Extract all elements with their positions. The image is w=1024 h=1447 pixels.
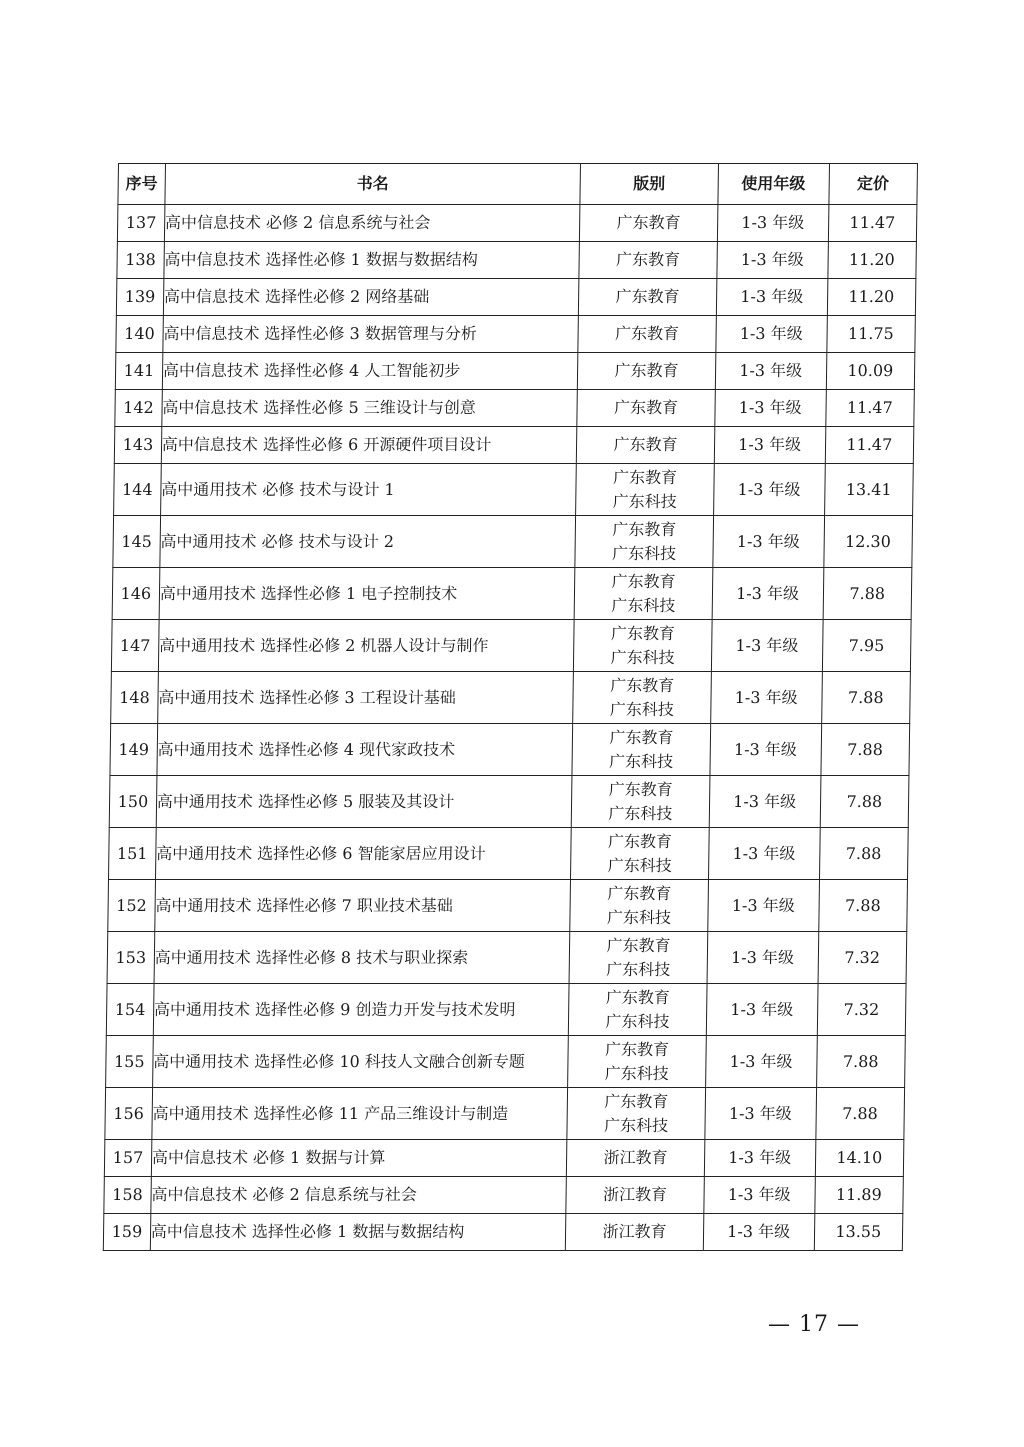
header-price: 定价 bbox=[828, 164, 917, 205]
publisher-cell bbox=[576, 464, 714, 516]
publisher-name: 广东科技 bbox=[607, 855, 672, 875]
serial-number-cell: 139 bbox=[116, 279, 163, 316]
book-title-cell: 高中信息技术 选择性必修 4 人工智能初步 bbox=[162, 353, 578, 390]
publisher-name: 广东教育 bbox=[614, 361, 679, 380]
publisher-name: 广东教育 bbox=[611, 571, 676, 591]
table-row bbox=[110, 724, 910, 776]
book-title-cell: 高中通用技术 选择性必修 9 创造力开发与技术发明 bbox=[153, 984, 569, 1036]
table-header-row bbox=[118, 164, 918, 205]
serial-number-cell: 145 bbox=[113, 516, 161, 568]
serial-number-cell: 151 bbox=[108, 828, 156, 880]
price-cell: 7.32 bbox=[818, 932, 907, 984]
publisher-name: 广东教育 bbox=[608, 779, 673, 799]
grade-cell: 1-3 年级 bbox=[705, 1036, 817, 1088]
book-title-cell: 高中信息技术 选择性必修 3 数据管理与分析 bbox=[163, 316, 579, 353]
publisher-name: 广东科技 bbox=[604, 1063, 669, 1083]
table-body bbox=[103, 205, 917, 1251]
publisher-name: 广东科技 bbox=[608, 803, 673, 823]
publisher-name: 广东教育 bbox=[612, 519, 677, 539]
publisher-cell bbox=[571, 828, 709, 880]
grade-cell: 1-3 年级 bbox=[708, 828, 820, 880]
table-row bbox=[108, 828, 908, 880]
price-cell: 7.88 bbox=[819, 828, 908, 880]
serial-number-cell: 143 bbox=[114, 427, 161, 464]
book-title-cell: 高中通用技术 选择性必修 11 产品三维设计与制造 bbox=[152, 1088, 568, 1140]
publisher-cell bbox=[569, 932, 707, 984]
serial-number-cell: 159 bbox=[103, 1214, 150, 1251]
grade-cell: 1-3 年级 bbox=[717, 242, 828, 279]
publisher-cell bbox=[579, 279, 717, 316]
table-row bbox=[114, 427, 914, 464]
serial-number-cell: 154 bbox=[106, 984, 154, 1036]
publisher-cell bbox=[566, 1214, 704, 1251]
table-row bbox=[115, 390, 915, 427]
serial-number-cell: 149 bbox=[110, 724, 158, 776]
price-cell: 11.20 bbox=[827, 279, 916, 316]
textbook-catalog-table bbox=[103, 163, 918, 1251]
serial-number-cell: 141 bbox=[115, 353, 162, 390]
publisher-name: 广东科技 bbox=[608, 751, 674, 771]
table-row bbox=[116, 279, 916, 316]
price-cell: 13.41 bbox=[824, 464, 913, 516]
price-cell: 7.88 bbox=[823, 568, 912, 620]
book-title-cell: 高中通用技术 选择性必修 5 服装及其设计 bbox=[156, 776, 572, 828]
publisher-name: 广东科技 bbox=[611, 543, 677, 563]
book-title-cell: 高中通用技术 选择性必修 2 机器人设计与制作 bbox=[158, 620, 574, 672]
price-cell: 7.88 bbox=[820, 724, 909, 776]
publisher-name: 广东教育 bbox=[616, 213, 681, 232]
publisher-name: 广东教育 bbox=[613, 435, 678, 454]
publisher-cell bbox=[574, 620, 712, 672]
header-book-title: 书名 bbox=[165, 164, 581, 205]
book-title-cell: 高中信息技术 选择性必修 2 网络基础 bbox=[163, 279, 579, 316]
grade-cell: 1-3 年级 bbox=[714, 427, 825, 464]
table-row bbox=[111, 620, 911, 672]
price-cell: 10.09 bbox=[826, 353, 915, 390]
table-row bbox=[117, 242, 917, 279]
price-cell: 7.88 bbox=[816, 1036, 905, 1088]
table-row bbox=[115, 353, 915, 390]
serial-number-cell: 148 bbox=[111, 672, 159, 724]
book-title-cell: 高中信息技术 选择性必修 1 数据与数据结构 bbox=[164, 242, 580, 279]
publisher-name: 广东教育 bbox=[614, 324, 680, 343]
table-row bbox=[114, 464, 914, 516]
publisher-cell bbox=[575, 516, 713, 568]
publisher-cell bbox=[580, 205, 718, 242]
publisher-cell bbox=[573, 672, 711, 724]
serial-number-cell: 152 bbox=[108, 880, 156, 932]
book-title-cell: 高中通用技术 选择性必修 10 科技人文融合创新专题 bbox=[152, 1036, 568, 1088]
publisher-name: 广东教育 bbox=[609, 727, 674, 747]
grade-cell: 1-3 年级 bbox=[707, 880, 819, 932]
publisher-name: 浙江教育 bbox=[603, 1148, 668, 1167]
publisher-cell bbox=[568, 1036, 706, 1088]
header-serial-number: 序号 bbox=[118, 164, 165, 205]
publisher-cell bbox=[567, 1088, 705, 1140]
publisher-name: 广东教育 bbox=[615, 287, 680, 306]
publisher-name: 广东科技 bbox=[606, 907, 672, 927]
publisher-name: 广东教育 bbox=[615, 250, 681, 269]
price-cell: 7.32 bbox=[817, 984, 906, 1036]
publisher-name: 广东科技 bbox=[611, 595, 676, 615]
publisher-name: 广东教育 bbox=[610, 623, 676, 643]
serial-number-cell: 156 bbox=[105, 1088, 153, 1140]
publisher-cell bbox=[567, 1140, 705, 1177]
book-title-cell: 高中信息技术 选择性必修 5 三维设计与创意 bbox=[162, 390, 578, 427]
publisher-name: 广东科技 bbox=[609, 699, 674, 719]
price-cell: 13.55 bbox=[814, 1214, 903, 1251]
serial-number-cell: 158 bbox=[104, 1177, 151, 1214]
publisher-cell bbox=[566, 1177, 704, 1214]
serial-number-cell: 142 bbox=[115, 390, 162, 427]
grade-cell: 1-3 年级 bbox=[716, 316, 827, 353]
price-cell: 11.20 bbox=[827, 242, 916, 279]
table-row bbox=[105, 1088, 905, 1140]
page-number: — 17 — bbox=[768, 1312, 860, 1337]
book-title-cell: 高中通用技术 选择性必修 7 职业技术基础 bbox=[155, 880, 571, 932]
publisher-cell bbox=[579, 242, 717, 279]
book-title-cell: 高中通用技术 必修 技术与设计 1 bbox=[160, 464, 576, 516]
price-cell: 11.47 bbox=[825, 390, 914, 427]
serial-number-cell: 155 bbox=[106, 1036, 154, 1088]
serial-number-cell: 144 bbox=[114, 464, 162, 516]
publisher-cell bbox=[578, 316, 716, 353]
price-cell: 11.47 bbox=[825, 427, 914, 464]
publisher-cell bbox=[570, 880, 708, 932]
grade-cell: 1-3 年级 bbox=[707, 932, 819, 984]
serial-number-cell: 140 bbox=[116, 316, 163, 353]
table-row bbox=[104, 1177, 904, 1214]
price-cell: 11.47 bbox=[828, 205, 917, 242]
book-title-cell: 高中通用技术 选择性必修 3 工程设计基础 bbox=[157, 672, 573, 724]
publisher-name: 广东教育 bbox=[604, 1091, 669, 1111]
publisher-name: 广东科技 bbox=[603, 1115, 669, 1135]
publisher-name: 广东科技 bbox=[612, 491, 677, 511]
grade-cell: 1-3 年级 bbox=[709, 776, 821, 828]
publisher-name: 广东科技 bbox=[605, 1011, 670, 1031]
publisher-name: 广东科技 bbox=[606, 959, 671, 979]
grade-cell: 1-3 年级 bbox=[715, 390, 826, 427]
table-row bbox=[107, 932, 907, 984]
header-grade: 使用年级 bbox=[718, 164, 829, 205]
publisher-name: 广东教育 bbox=[607, 831, 673, 851]
serial-number-cell: 147 bbox=[111, 620, 159, 672]
book-title-cell: 高中通用技术 选择性必修 1 电子控制技术 bbox=[159, 568, 575, 620]
grade-cell: 1-3 年级 bbox=[710, 724, 822, 776]
grade-cell: 1-3 年级 bbox=[704, 1177, 815, 1214]
grade-cell: 1-3 年级 bbox=[704, 1140, 815, 1177]
price-cell: 14.10 bbox=[815, 1140, 904, 1177]
table-row bbox=[113, 516, 913, 568]
grade-cell: 1-3 年级 bbox=[703, 1214, 814, 1251]
price-cell: 7.88 bbox=[821, 672, 910, 724]
publisher-cell bbox=[577, 427, 715, 464]
book-title-cell: 高中通用技术 必修 技术与设计 2 bbox=[160, 516, 576, 568]
book-title-cell: 高中通用技术 选择性必修 4 现代家政技术 bbox=[157, 724, 573, 776]
serial-number-cell: 150 bbox=[109, 776, 157, 828]
price-cell: 12.30 bbox=[823, 516, 912, 568]
publisher-name: 广东教育 bbox=[613, 398, 679, 417]
publisher-name: 广东科技 bbox=[610, 647, 675, 667]
grade-cell: 1-3 年级 bbox=[711, 620, 823, 672]
price-cell: 7.88 bbox=[818, 880, 907, 932]
grade-cell: 1-3 年级 bbox=[715, 353, 826, 390]
price-cell: 7.95 bbox=[822, 620, 911, 672]
book-title-cell: 高中信息技术 必修 2 信息系统与社会 bbox=[151, 1177, 567, 1214]
publisher-name: 广东教育 bbox=[607, 883, 672, 903]
publisher-name: 浙江教育 bbox=[602, 1222, 667, 1241]
table-row bbox=[106, 1036, 906, 1088]
table-row bbox=[103, 1214, 903, 1251]
serial-number-cell: 146 bbox=[112, 568, 160, 620]
publisher-cell bbox=[569, 984, 707, 1036]
grade-cell: 1-3 年级 bbox=[717, 205, 828, 242]
grade-cell: 1-3 年级 bbox=[713, 516, 825, 568]
publisher-cell bbox=[578, 353, 716, 390]
publisher-cell bbox=[574, 568, 712, 620]
grade-cell: 1-3 年级 bbox=[710, 672, 822, 724]
table-row bbox=[108, 880, 908, 932]
table-row bbox=[117, 205, 917, 242]
serial-number-cell: 137 bbox=[117, 205, 164, 242]
serial-number-cell: 138 bbox=[117, 242, 164, 279]
header-publisher: 版别 bbox=[580, 164, 718, 205]
publisher-name: 广东教育 bbox=[604, 1039, 670, 1059]
publisher-name: 广东教育 bbox=[610, 675, 675, 695]
price-cell: 7.88 bbox=[815, 1088, 904, 1140]
table-row bbox=[111, 672, 911, 724]
book-title-cell: 高中通用技术 选择性必修 8 技术与职业探索 bbox=[154, 932, 570, 984]
book-title-cell: 高中信息技术 必修 1 数据与计算 bbox=[151, 1140, 567, 1177]
grade-cell: 1-3 年级 bbox=[706, 984, 818, 1036]
price-cell: 7.88 bbox=[820, 776, 909, 828]
book-title-cell: 高中通用技术 选择性必修 6 智能家居应用设计 bbox=[155, 828, 571, 880]
grade-cell: 1-3 年级 bbox=[712, 568, 824, 620]
table-row bbox=[116, 316, 916, 353]
serial-number-cell: 157 bbox=[104, 1140, 151, 1177]
publisher-name: 浙江教育 bbox=[602, 1185, 668, 1204]
publisher-cell bbox=[571, 776, 709, 828]
publisher-name: 广东教育 bbox=[605, 987, 670, 1007]
grade-cell: 1-3 年级 bbox=[705, 1088, 817, 1140]
table-row bbox=[106, 984, 906, 1036]
serial-number-cell: 153 bbox=[107, 932, 155, 984]
publisher-name: 广东教育 bbox=[606, 935, 671, 955]
grade-cell: 1-3 年级 bbox=[716, 279, 827, 316]
price-cell: 11.89 bbox=[814, 1177, 903, 1214]
table-row bbox=[109, 776, 909, 828]
book-title-cell: 高中信息技术 选择性必修 1 数据与数据结构 bbox=[150, 1214, 566, 1251]
table-row bbox=[104, 1140, 904, 1177]
book-title-cell: 高中信息技术 选择性必修 6 开源硬件项目设计 bbox=[161, 427, 577, 464]
grade-cell: 1-3 年级 bbox=[713, 464, 825, 516]
table-row bbox=[112, 568, 912, 620]
book-title-cell: 高中信息技术 必修 2 信息系统与社会 bbox=[164, 205, 580, 242]
publisher-name: 广东教育 bbox=[612, 467, 678, 487]
publisher-cell bbox=[572, 724, 710, 776]
price-cell: 11.75 bbox=[826, 316, 915, 353]
publisher-cell bbox=[577, 390, 715, 427]
